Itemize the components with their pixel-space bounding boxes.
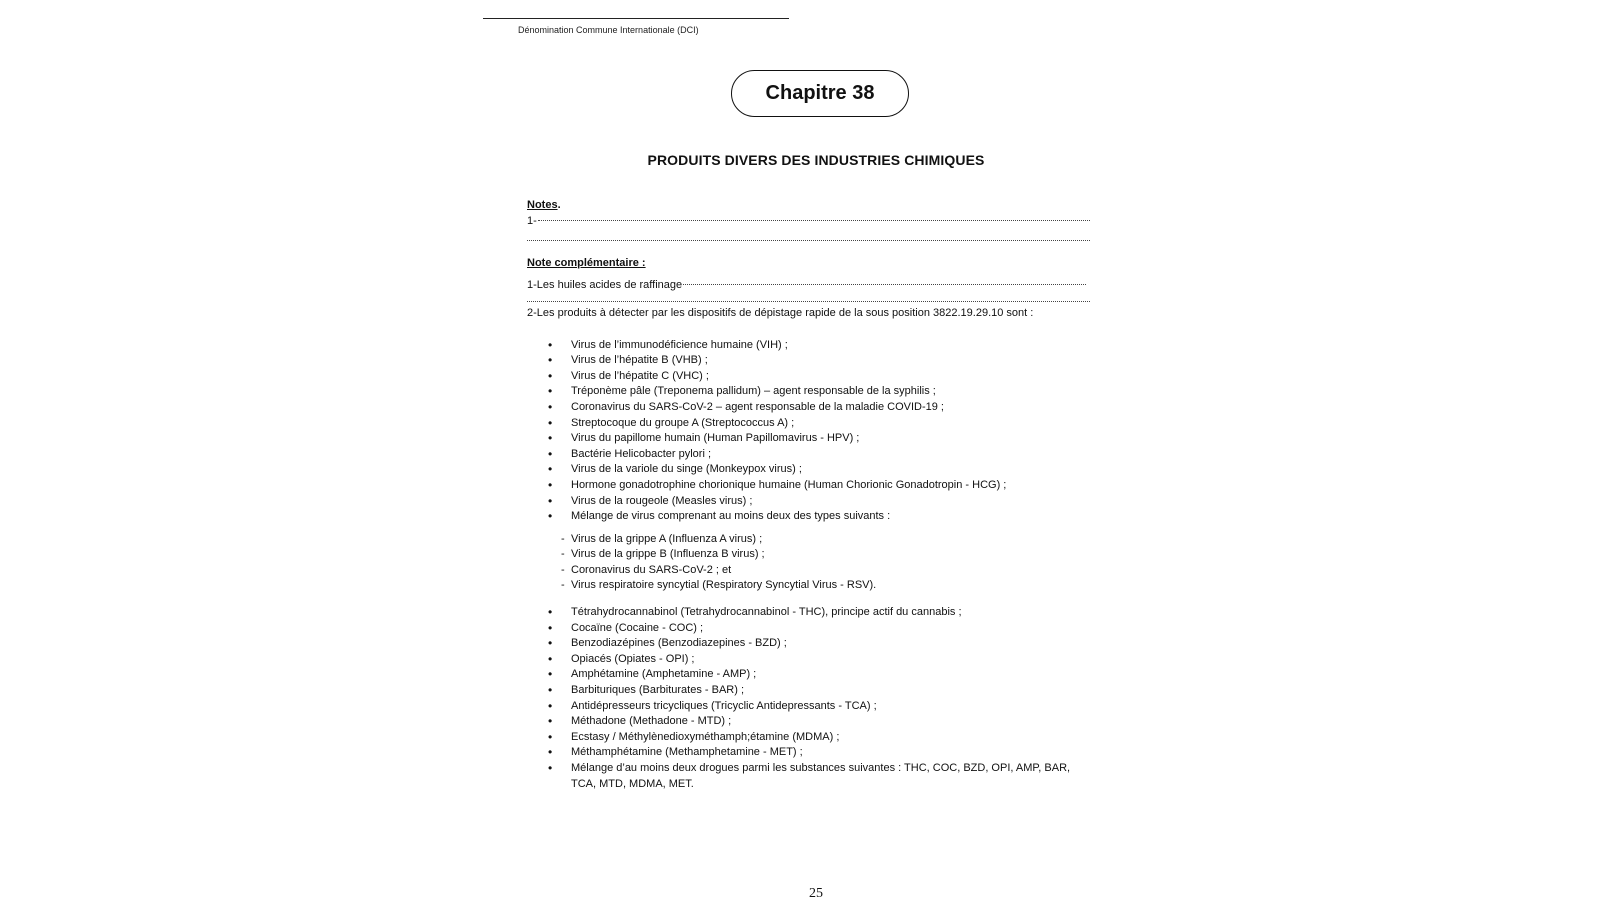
sub-list-item: - Coronavirus du SARS-CoV-2 ; et (571, 563, 1090, 579)
page-number: 25 (809, 886, 823, 901)
list-item: • Hormone gonadotrophine chorionique humaine (Human Chorionic Gonadotropin - HCG) ; (571, 478, 1090, 494)
list-item: • Méthadone (Methadone - MTD) ; (571, 714, 1090, 730)
complementary-item-1: 1-Les huiles acides de raffinage (527, 278, 1090, 294)
list-item: • Streptocoque du groupe A (Streptococcus A) ; (571, 416, 1090, 432)
list-item: • Benzodiazépines (Benzodiazepines - BZD) ; (571, 636, 1090, 652)
list-item: • Virus de la rougeole (Measles virus) ; (571, 494, 1090, 510)
chapter-badge (731, 70, 909, 117)
list-item: • Virus de l’immunodéficience humaine (VIH) ; (571, 338, 1090, 354)
footnote-text: Dénomination Commune Internationale (DCI) (518, 25, 699, 35)
list-item: • Ecstasy / Méthylènedioxyméthamph;étamine (MDMA) ; (571, 730, 1090, 746)
complementary-item-2: 2-Les produits à détecter par les dispositifs de dépistage rapide de la sous position 3822.19.29.10 sont : (527, 306, 1034, 319)
sub-list-item: - Virus de la grippe B (Influenza B virus) ; (571, 547, 1090, 563)
chapter-title: Chapitre 38 (765, 82, 875, 104)
complementary-item-1-continuation (527, 290, 1090, 302)
list-item: • Cocaïne (Cocaine - COC) ; (571, 621, 1090, 637)
list-item: • Virus du papillome humain (Human Papillomavirus - HPV) ; (571, 431, 1090, 447)
list-item: • Barbituriques (Barbiturates - BAR) ; (571, 683, 1090, 699)
sub-list-item: - Virus respiratoire syncytial (Respiratory Syncytial Virus - RSV). (571, 578, 1090, 594)
list-item: • Virus de l’hépatite C (VHC) ; (571, 369, 1090, 385)
list-item: • Tétrahydrocannabinol (Tetrahydrocannabinol - THC), principe actif du cannabis ; (571, 605, 1090, 621)
bullet-list-drugs (527, 605, 1090, 792)
page-title: PRODUITS DIVERS DES INDUSTRIES CHIMIQUES (647, 152, 985, 168)
list-item: • Opiacés (Opiates - OPI) ; (571, 652, 1090, 668)
list-item: • Bactérie Helicobacter pylori ; (571, 447, 1090, 463)
sub-list-item: - Virus de la grippe A (Influenza A virus) ; (571, 532, 1090, 548)
list-item: • Virus de la variole du singe (Monkeypox virus) ; (571, 462, 1090, 478)
bullet-list-viruses (527, 338, 1090, 525)
list-item: • Amphétamine (Amphetamine - AMP) ; (571, 667, 1090, 683)
list-item: • Tréponème pâle (Treponema pallidum) – agent responsable de la syphilis ; (571, 384, 1090, 400)
dash-list-virus-mix (527, 532, 1090, 594)
complementary-note-heading: Note complémentaire : (527, 256, 646, 269)
list-item: • Mélange d’au moins deux drogues parmi les substances suivantes : THC, COC, BZD, OPI, AMP, BAR, TCA, MTD, MDMA, MET. (571, 761, 1090, 792)
document-body (527, 198, 1090, 792)
list-item: • Virus de l’hépatite B (VHB) ; (571, 353, 1090, 369)
list-item: • Antidépresseurs tricycliques (Tricyclic Antidepressants - TCA) ; (571, 699, 1090, 715)
list-item: • Coronavirus du SARS-CoV-2 – agent responsable de la maladie COVID-19 ; (571, 400, 1090, 416)
list-item: • Mélange de virus comprenant au moins deux des types suivants : (571, 509, 1090, 525)
list-item: • Méthamphétamine (Methamphetamine - MET) ; (571, 745, 1090, 761)
notes-line-2 (527, 225, 1090, 241)
notes-heading: Notes. (527, 199, 561, 211)
notes-line-1-prefix: 1- (527, 214, 537, 227)
footnote-separator (483, 18, 789, 19)
